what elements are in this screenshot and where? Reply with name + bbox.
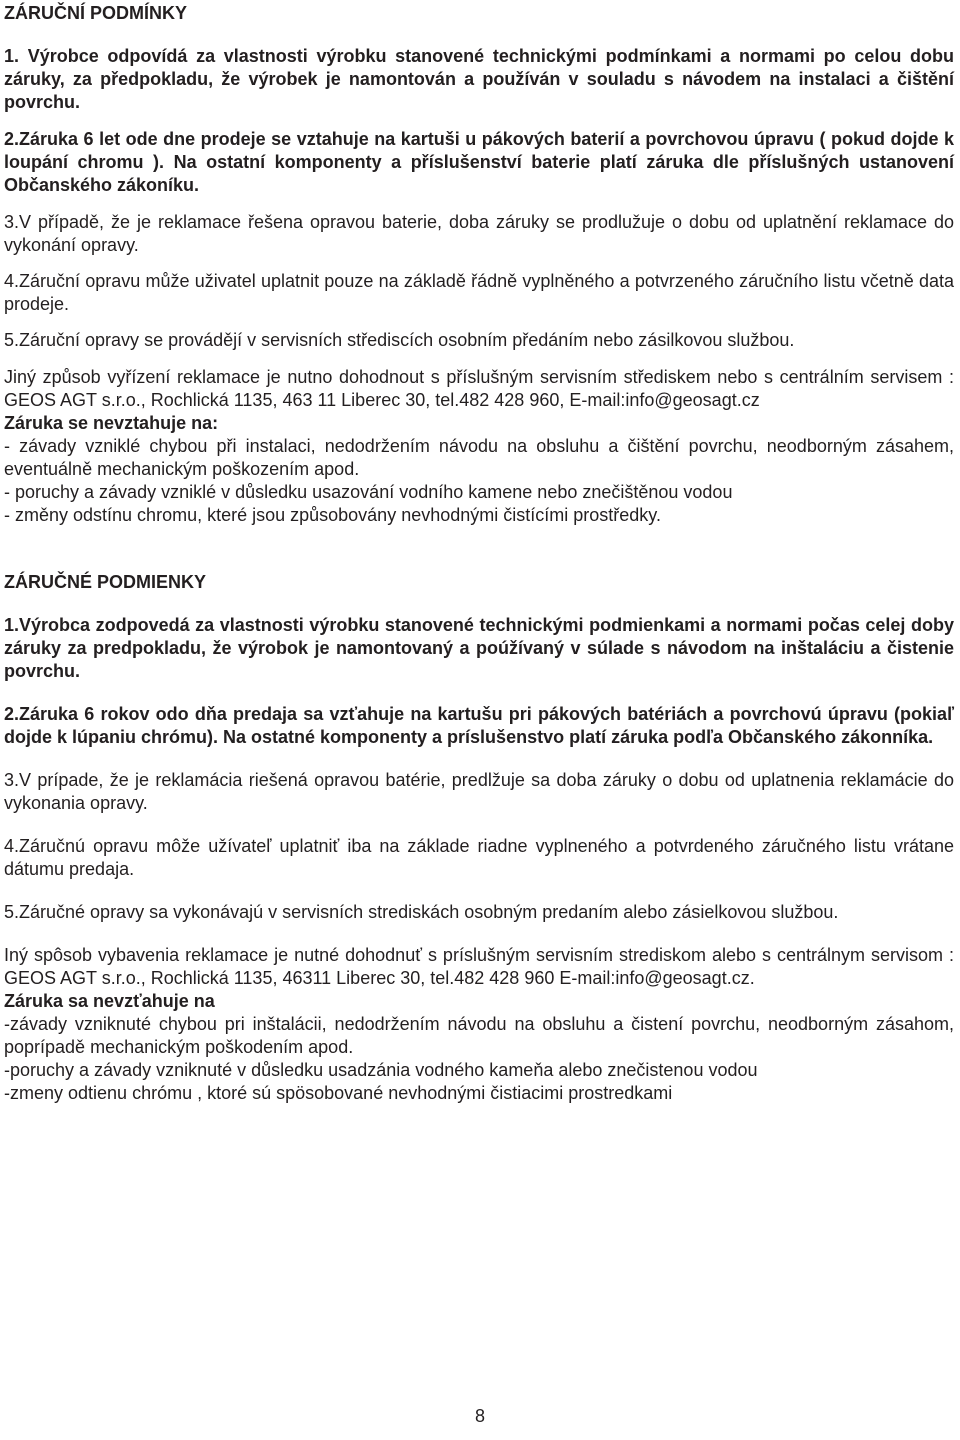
slovak-service-contact: Iný spôsob vybavenia reklamace je nutné dohodnuť s príslušným servisním strediskom alebo s centrálnym servisom : GEOS AGT s.r.o., Rochlická 1135, 46311 Liberec 30, tel.482 428 960 E-mail:info@geosagt.cz. bbox=[4, 945, 954, 988]
page-number: 8 bbox=[474, 1406, 485, 1426]
czech-exclusion-item: - poruchy a závady vzniklé v důsledku usazování vodního kamene nebo znečištěnou vodou bbox=[4, 482, 733, 502]
slovak-clause-1: 1.Výrobca zodpovedá za vlastnosti výrobku stanovené technickými podmienkami a normami počas celej doby záruky za predpokladu, že výrobok je namontovaný a poúžívaný v súlade s návodom na inštaláciu a čistenie povrchu. bbox=[4, 615, 954, 681]
czech-section-title: ZÁRUČNÍ PODMÍNKY bbox=[4, 3, 187, 23]
slovak-clause-3: 3.V prípade, že je reklamácia riešená opravou batérie, predlžuje sa doba záruky o dobu od uplatnenia reklamácie do vykonania opravy. bbox=[4, 770, 954, 813]
czech-clause-2: 2.Záruka 6 let ode dne prodeje se vztahuje na kartuši u pákových baterií a povrchovou úpravu ( pokud dojde k loupání chromu ). Na ostatní komponenty a příslušenství baterie platí záruka dle příslušných ustanovení Občanského zákoníku. bbox=[4, 129, 954, 195]
slovak-warranty-section bbox=[4, 571, 954, 1105]
czech-clause-3: 3.V případě, že je reklamace řešena opravou baterie, doba záruky se prodlužuje o dobu od uplatnění reklamace do vykonání opravy. bbox=[4, 212, 954, 255]
czech-service-contact: Jiný způsob vyřízení reklamace je nutno dohodnout s příslušným servisním střediskem nebo s centrálním servisem : GEOS AGT s.r.o., Rochlická 1135, 463 11 Liberec 30, tel.482 428 960, E-mail:info@geosagt.cz bbox=[4, 367, 954, 410]
slovak-exclusion-item: -závady vzniknuté chybou pri inštalácii, nedodržením návodu na obsluhu a čistení povrchu, neodborným zásahom, poprípadě mechanickým poškodením apod. bbox=[4, 1014, 954, 1057]
czech-exclusions-title: Záruka se nevztahuje na: bbox=[4, 413, 219, 433]
slovak-clause-4: 4.Záručnú opravu môže užívateľ uplatniť iba na základe riadne vyplneného a potvrdeného záručného listu vrátane dátumu predaja. bbox=[4, 836, 954, 879]
slovak-clause-2: 2.Záruka 6 rokov odo dňa predaja sa vzťahuje na kartušu pri pákových batériách a povrchovú úpravu (pokiaľ dojde k lúpaniu chrómu). Na ostatné komponenty a príslušenstvo platí záruka podľa Občanského zákonníka. bbox=[4, 704, 954, 747]
czech-clause-1: 1. Výrobce odpovídá za vlastnosti výrobku stanovené technickými podmínkami a normami po celou dobu záruky, za předpokladu, že výrobek je namontován a používán v souladu s návodem na instalaci a čištění povrchu. bbox=[4, 46, 954, 112]
slovak-exclusions-title: Záruka sa nevzťahuje na bbox=[4, 991, 215, 1011]
slovak-section-title: ZÁRUČNÉ PODMIENKY bbox=[4, 572, 207, 592]
czech-warranty-section bbox=[4, 2, 954, 527]
czech-exclusion-item: - závady vzniklé chybou při instalaci, nedodržením návodu na obsluhu a čištění povrchu, neodborným zásahem, eventuálně mechanickým poškozením apod. bbox=[4, 436, 954, 479]
slovak-exclusion-item: -poruchy a závady vzniknuté v důsledku usadzánia vodného kameňa alebo znečistenou vodou bbox=[4, 1060, 758, 1080]
czech-clause-5: 5.Záruční opravy se provádějí v servisních střediscích osobním předáním nebo zásilkovou službou. bbox=[4, 330, 795, 350]
slovak-clause-5: 5.Záručné opravy sa vykonávajú v servisních strediskách osobným predaním alebo zásielkovou službou. bbox=[4, 902, 839, 922]
slovak-exclusion-item: -zmeny odtienu chrómu , ktoré sú spösobované nevhodnými čistiacimi prostredkami bbox=[4, 1083, 673, 1103]
czech-clause-4: 4.Záruční opravu může uživatel uplatnit pouze na základě řádně vyplněného a potvrzeného záručního listu včetně data prodeje. bbox=[4, 271, 954, 314]
czech-exclusion-item: - změny odstínu chromu, které jsou způsobovány nevhodnými čistícími prostředky. bbox=[4, 505, 661, 525]
